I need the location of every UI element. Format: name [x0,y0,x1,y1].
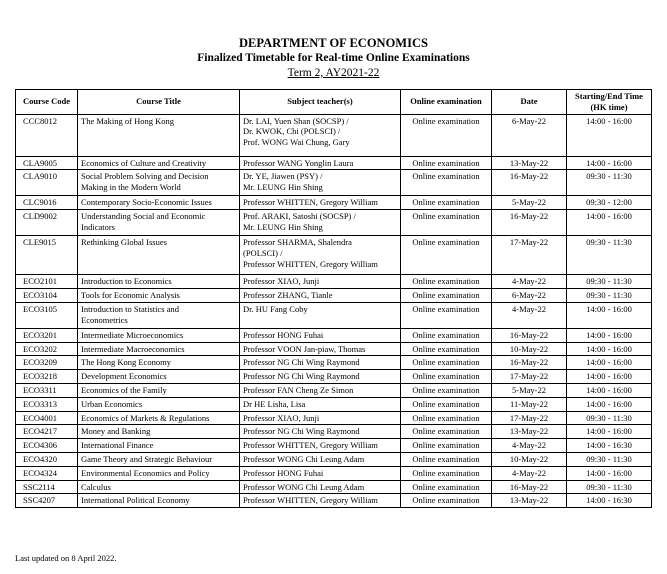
table-row [16,411,652,425]
document-subtitle: Finalized Timetable for Real-time Online Examinations [197,52,470,64]
teacher-cell [240,288,401,302]
date-cell: 5-May-22 [492,196,567,210]
col-header-course-title: Course Title [78,90,240,115]
teacher-cell [240,452,401,466]
course-code-cell: ECO3104 [16,288,78,302]
date-cell: 6-May-22 [492,114,567,156]
course-title-cell-line: International Finance [81,440,154,451]
course-code-cell: ECO3311 [16,383,78,397]
date-cell: 13-May-22 [492,425,567,439]
date-cell: 5-May-22 [492,383,567,397]
course-title-cell-line: Economics of Markets & Regulations [81,412,210,423]
course-code-cell: ECO2101 [16,275,78,289]
time-cell: 09:30 - 11:30 [567,452,652,466]
date-cell: 16-May-22 [492,328,567,342]
department-heading: DEPARTMENT OF ECONOMICS [239,36,428,50]
course-code-cell: ECO4001 [16,411,78,425]
teacher-cell [240,114,401,156]
time-cell: 14:00 - 16:00 [567,210,652,236]
exam-mode-cell: Online examination [401,342,492,356]
table-row [16,196,652,210]
date-cell: 10-May-22 [492,452,567,466]
date-cell: 17-May-22 [492,370,567,384]
course-title-cell-line: Making in the Modern World [81,182,181,193]
table-row [16,288,652,302]
col-header-course-code: Course Code [16,90,78,115]
time-cell: 14:00 - 16:30 [567,439,652,453]
exam-mode-cell: Online examination [401,383,492,397]
course-title-cell [78,196,240,210]
table-row [16,302,652,328]
table-header-row [16,90,652,115]
date-cell: 17-May-22 [492,411,567,425]
term-label: Term 2, AY2021-22 [287,67,380,79]
teacher-cell-line: Professor VOON Jan-piaw, Thomas [243,343,366,354]
course-title-cell-line: The Hong Kong Economy [81,357,171,368]
teacher-cell-line: Professor WONG Chi Leung Adam [243,453,365,464]
course-title-cell-line: Introduction to Statistics and [81,303,179,314]
course-code-cell: SSC4207 [16,494,78,508]
date-cell: 16-May-22 [492,170,567,196]
table-row [16,356,652,370]
exam-mode-cell: Online examination [401,210,492,236]
date-cell: 4-May-22 [492,439,567,453]
course-title-cell-line: Understanding Social and Economic [81,211,206,222]
date-cell: 4-May-22 [492,466,567,480]
course-code-cell: ECO4217 [16,425,78,439]
exam-mode-cell: Online examination [401,356,492,370]
course-title-cell [78,328,240,342]
course-title-cell-line: Tools for Economic Analysis [81,289,180,300]
date-cell: 13-May-22 [492,156,567,170]
teacher-cell [240,342,401,356]
course-title-cell [78,466,240,480]
table-row [16,156,652,170]
teacher-cell [240,328,401,342]
teacher-cell-line: Professor NG Chi Wing Raymond [243,371,360,382]
table-row [16,383,652,397]
time-cell: 14:00 - 16:30 [567,494,652,508]
table-row [16,466,652,480]
time-cell: 09:30 - 11:30 [567,480,652,494]
time-cell: 09:30 - 12:00 [567,196,652,210]
teacher-cell-line: Professor WHITTEN, Gregory William [243,495,378,506]
course-title-cell-line: The Making of Hong Kong [81,115,175,126]
teacher-cell-line: Dr. KWOK, Chi (POLSCI) / [243,126,341,137]
course-code-cell: ECO3105 [16,302,78,328]
teacher-cell [240,370,401,384]
teacher-cell-line: Professor NG Chi Wing Raymond [243,426,360,437]
date-cell: 10-May-22 [492,342,567,356]
course-code-cell: ECO3218 [16,370,78,384]
course-title-cell-line: Calculus [81,481,111,492]
teacher-cell-line: Professor WHITTEN, Gregory William [243,440,378,451]
teacher-cell [240,236,401,275]
teacher-cell-line: Professor XIAO, Junji [243,412,320,423]
course-title-cell [78,356,240,370]
teacher-cell [240,196,401,210]
teacher-cell [240,494,401,508]
table-row [16,275,652,289]
exam-mode-cell: Online examination [401,156,492,170]
date-cell: 6-May-22 [492,288,567,302]
date-cell: 11-May-22 [492,397,567,411]
course-title-cell-line: Game Theory and Strategic Behaviour [81,453,213,464]
col-header-date: Date [492,90,567,115]
exam-timetable [15,89,652,508]
teacher-cell [240,170,401,196]
course-code-cell: ECO4306 [16,439,78,453]
course-title-cell [78,480,240,494]
teacher-cell-line: Professor WHITTEN, Gregory William [243,197,378,208]
teacher-cell [240,480,401,494]
course-title-cell-line: Environmental Economics and Policy [81,467,210,478]
course-title-cell-line: Money and Banking [81,426,151,437]
course-title-cell-line: Rethinking Global Issues [81,237,167,248]
exam-mode-cell: Online examination [401,370,492,384]
table-row [16,397,652,411]
table-row [16,170,652,196]
course-title-cell [78,411,240,425]
last-updated-note: Last updated on 8 April 2022. [15,553,117,563]
teacher-cell-line: Prof. ARAKI, Satoshi (SOCSP) / [243,211,356,222]
term-heading [0,67,667,79]
table-row [16,236,652,275]
table-row [16,494,652,508]
time-cell: 14:00 - 16:00 [567,302,652,328]
course-title-cell [78,439,240,453]
teacher-cell [240,397,401,411]
course-title-cell-line: Econometrics [81,314,128,325]
course-code-cell: ECO3313 [16,397,78,411]
table-row [16,210,652,236]
time-cell: 09:30 - 11:30 [567,170,652,196]
course-title-cell [78,210,240,236]
teacher-cell [240,411,401,425]
date-cell: 4-May-22 [492,302,567,328]
time-cell: 14:00 - 16:00 [567,342,652,356]
teacher-cell [240,156,401,170]
course-title-cell-line: Intermediate Macroeconomics [81,343,185,354]
table-row [16,439,652,453]
table-row [16,370,652,384]
course-code-cell: ECO3201 [16,328,78,342]
course-title-cell-line: Contemporary Socio-Economic Issues [81,197,212,208]
table-row [16,425,652,439]
course-title-cell-line: International Political Economy [81,495,190,506]
course-code-cell: ECO3209 [16,356,78,370]
time-cell: 14:00 - 16:00 [567,156,652,170]
col-header-teachers: Subject teacher(s) [240,90,401,115]
teacher-cell [240,210,401,236]
exam-mode-cell: Online examination [401,452,492,466]
exam-mode-cell: Online examination [401,494,492,508]
course-title-cell [78,370,240,384]
course-title-cell [78,275,240,289]
exam-mode-cell: Online examination [401,411,492,425]
date-cell: 16-May-22 [492,356,567,370]
teacher-cell-line: Prof. WONG Wai Chung, Gary [243,137,350,148]
course-title-cell [78,383,240,397]
course-title-cell [78,236,240,275]
course-title-cell [78,397,240,411]
exam-mode-cell: Online examination [401,439,492,453]
table-row [16,452,652,466]
teacher-cell-line: Professor HONG Fuhai [243,467,324,478]
course-title-cell [78,156,240,170]
course-title-cell [78,494,240,508]
teacher-cell-line: Professor SHARMA, Shalendra [243,237,352,248]
teacher-cell-line: Professor HONG Fuhai [243,329,324,340]
course-title-cell-line: Introduction to Economics [81,276,172,287]
course-title-cell [78,170,240,196]
exam-mode-cell: Online examination [401,170,492,196]
course-code-cell: SSC2114 [16,480,78,494]
teacher-cell-line: Mr. LEUNG Hin Shing [243,221,323,232]
date-cell: 16-May-22 [492,210,567,236]
date-cell: 13-May-22 [492,494,567,508]
exam-mode-cell: Online examination [401,236,492,275]
time-cell: 09:30 - 11:30 [567,275,652,289]
time-cell: 09:30 - 11:30 [567,411,652,425]
teacher-cell [240,466,401,480]
table-row [16,328,652,342]
exam-mode-cell: Online examination [401,480,492,494]
exam-mode-cell: Online examination [401,466,492,480]
course-title-cell-line: Social Problem Solving and Decision [81,171,209,182]
time-cell: 14:00 - 16:00 [567,397,652,411]
teacher-cell-line: Professor WANG Yonglin Laura [243,157,354,168]
teacher-cell-line: Dr. YE, Jiawen (PSY) / [243,171,323,182]
teacher-cell [240,356,401,370]
table-row [16,480,652,494]
exam-mode-cell: Online examination [401,425,492,439]
teacher-cell-line: Dr. LAI, Yuen Shan (SOCSP) / [243,115,349,126]
exam-mode-cell: Online examination [401,328,492,342]
exam-mode-cell: Online examination [401,397,492,411]
teacher-cell [240,302,401,328]
teacher-cell-line: Professor NG Chi Wing Raymond [243,357,360,368]
course-code-cell: CLA9005 [16,156,78,170]
course-title-cell [78,114,240,156]
exam-mode-cell: Online examination [401,302,492,328]
course-title-cell [78,425,240,439]
date-cell: 17-May-22 [492,236,567,275]
course-title-cell-line: Indicators [81,221,115,232]
course-title-cell [78,342,240,356]
course-title-cell-line: Economics of the Family [81,384,167,395]
table-body [16,114,652,508]
teacher-cell-line: Professor WHITTEN, Gregory William [243,258,378,269]
course-code-cell: ECO4320 [16,452,78,466]
teacher-cell [240,439,401,453]
time-cell: 09:30 - 11:30 [567,288,652,302]
course-code-cell: CLC9016 [16,196,78,210]
time-cell: 14:00 - 16:00 [567,328,652,342]
teacher-cell-line: (POLSCI) / [243,247,283,258]
teacher-cell-line: Professor XIAO, Junji [243,276,320,287]
teacher-cell-line: Dr HE Lisha, Lisa [243,398,306,409]
time-cell: 14:00 - 16:00 [567,466,652,480]
teacher-cell-line: Mr. LEUNG Hin Shing [243,182,323,193]
time-cell: 14:00 - 16:00 [567,114,652,156]
teacher-cell-line: Professor ZHANG, Tianle [243,289,333,300]
date-cell: 16-May-22 [492,480,567,494]
teacher-cell-line: Professor WONG Chi Leung Adam [243,481,365,492]
teacher-cell-line: Dr. HU Fang Coby [243,303,308,314]
table-row [16,114,652,156]
course-title-cell-line: Development Economics [81,371,167,382]
course-title-cell [78,302,240,328]
col-header-time: Starting/End Time (HK time) [567,90,652,115]
course-title-cell-line: Urban Economics [81,398,143,409]
teacher-cell [240,383,401,397]
time-cell: 14:00 - 16:00 [567,356,652,370]
teacher-cell-line: Professor FAN Cheng Ze Simon [243,384,354,395]
course-code-cell: CLA9010 [16,170,78,196]
exam-mode-cell: Online examination [401,275,492,289]
course-title-cell-line: Economics of Culture and Creativity [81,157,207,168]
date-cell: 4-May-22 [492,275,567,289]
course-code-cell: CLD9002 [16,210,78,236]
exam-mode-cell: Online examination [401,114,492,156]
table-row [16,342,652,356]
course-code-cell: CLE9015 [16,236,78,275]
exam-mode-cell: Online examination [401,196,492,210]
exam-mode-cell: Online examination [401,288,492,302]
course-code-cell: ECO4324 [16,466,78,480]
time-cell: 14:00 - 16:00 [567,425,652,439]
course-code-cell: ECO3202 [16,342,78,356]
time-cell: 14:00 - 16:00 [567,383,652,397]
teacher-cell [240,425,401,439]
course-title-cell [78,452,240,466]
time-cell: 09:30 - 11:30 [567,236,652,275]
time-cell: 14:00 - 16:00 [567,370,652,384]
teacher-cell [240,275,401,289]
col-header-exam-mode: Online examination [401,90,492,115]
course-title-cell [78,288,240,302]
course-title-cell-line: Intermediate Microeconomics [81,329,184,340]
course-code-cell: CCC8012 [16,114,78,156]
